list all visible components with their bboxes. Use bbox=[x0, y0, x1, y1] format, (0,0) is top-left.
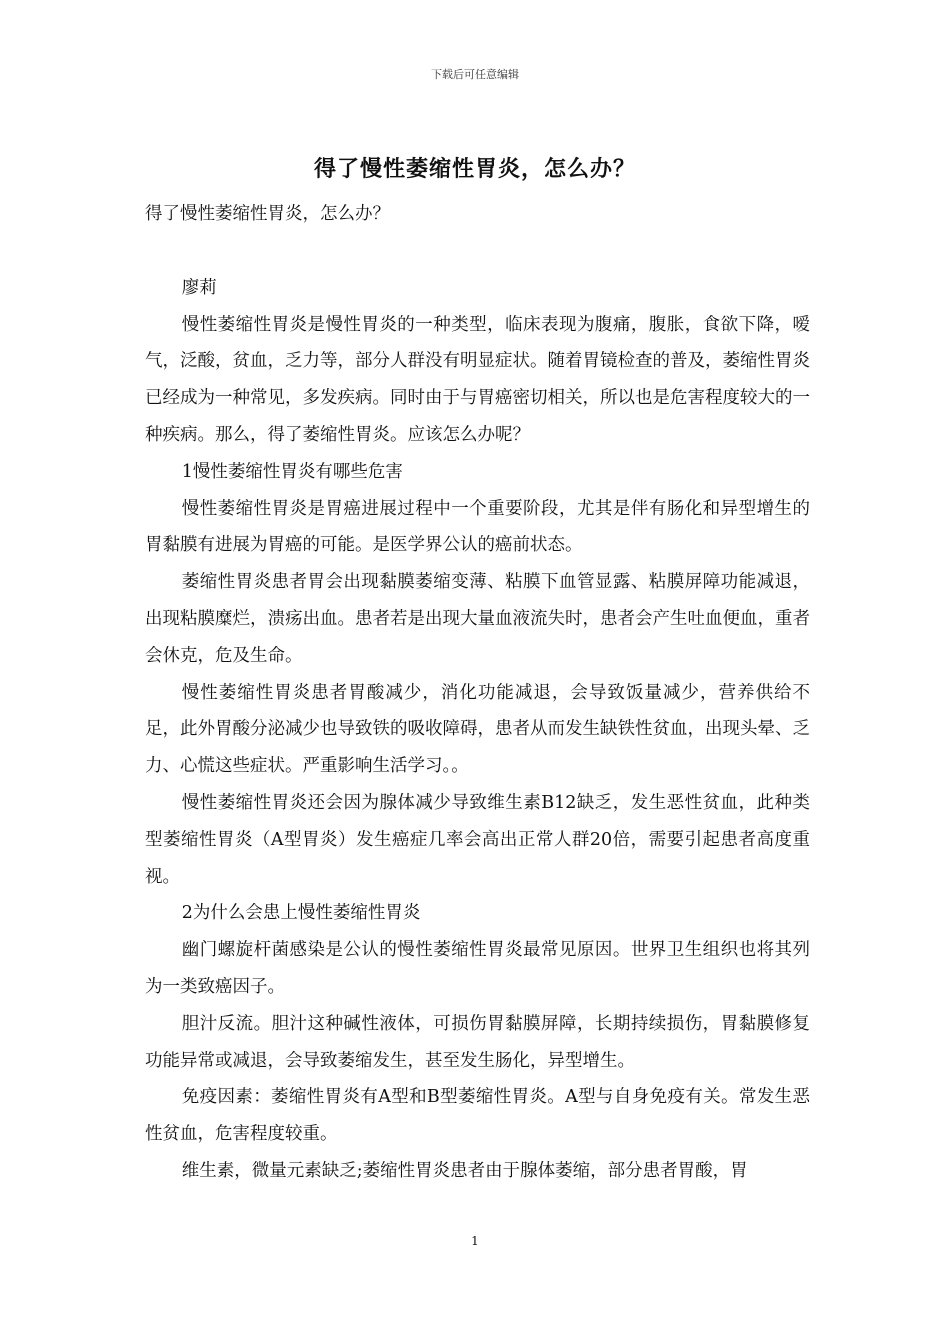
document-title: 得了慢性萎缩性胃炎，怎么办？ bbox=[313, 157, 636, 182]
paragraph: 慢性萎缩性胃炎还会因为腺体减少导致维生素B12缺乏，发生恶性贫血，此种类型萎缩性胃炎（A型胃炎）发生癌症几率会高出正常人群20倍，需要引起患者高度重视。 bbox=[145, 792, 810, 887]
paragraph: 慢性萎缩性胃炎是慢性胃炎的一种类型，临床表现为腹痛，腹胀，食欲下降，嗳气，泛酸，贫血，乏力等，部分人群没有明显症状。随着胃镜检查的普及，萎缩性胃炎已经成为一种常见，多发疾病。同时由于与胃癌密切相关，所以也是危害程度较大的一种疾病。那么，得了萎缩性胃炎。应该怎么办呢？ bbox=[145, 314, 810, 445]
author: 廖莉 bbox=[181, 277, 217, 298]
header-note: 下载后可任意编辑 bbox=[431, 68, 519, 81]
section-heading: 2为什么会患上慢性萎缩性胃炎 bbox=[181, 903, 421, 924]
paragraph: 萎缩性胃炎患者胃会出现黏膜萎缩变薄、粘膜下血管显露、粘膜屏障功能减退，出现粘膜糜烂，溃疡出血。患者若是出现大量血液流失时，患者会产生吐血便血，重者会休克，危及生命。 bbox=[145, 572, 810, 666]
document-body bbox=[145, 196, 810, 1190]
paragraph: 免疫因素：萎缩性胃炎有A型和B型萎缩性胃炎。A型与自身免疫有关。常发生恶性贫血，危害程度较重。 bbox=[145, 1087, 810, 1145]
paragraph: 维生素，微量元素缺乏;萎缩性胃炎患者由于腺体萎缩，部分患者胃酸，胃 bbox=[181, 1160, 748, 1181]
paragraph: 幽门螺旋杆菌感染是公认的慢性萎缩性胃炎最常见原因。世界卫生组织也将其列为一类致癌因子。 bbox=[145, 940, 810, 997]
subtitle: 得了慢性萎缩性胃炎，怎么办？ bbox=[145, 204, 390, 224]
paragraph: 慢性萎缩性胃炎患者胃酸减少，消化功能减退，会导致饭量减少，营养供给不足，此外胃酸分泌减少也导致铁的吸收障碍，患者从而发生缺铁性贫血，出现头晕、乏力、心慌这些症状。严重影响生活学习。。 bbox=[145, 682, 810, 777]
blank-line bbox=[145, 233, 810, 270]
page-number: 1 bbox=[471, 1234, 479, 1248]
paragraph: 胆汁反流。胆汁这种碱性液体，可损伤胃黏膜屏障，长期持续损伤，胃黏膜修复功能异常或减退，会导致萎缩发生，甚至发生肠化，异型增生。 bbox=[145, 1013, 810, 1071]
section-heading: 1慢性萎缩性胃炎有哪些危害 bbox=[181, 461, 403, 482]
paragraph: 慢性萎缩性胃炎是胃癌进展过程中一个重要阶段，尤其是伴有肠化和异型增生的胃黏膜有进展为胃癌的可能。是医学界公认的癌前状态。 bbox=[145, 498, 810, 556]
